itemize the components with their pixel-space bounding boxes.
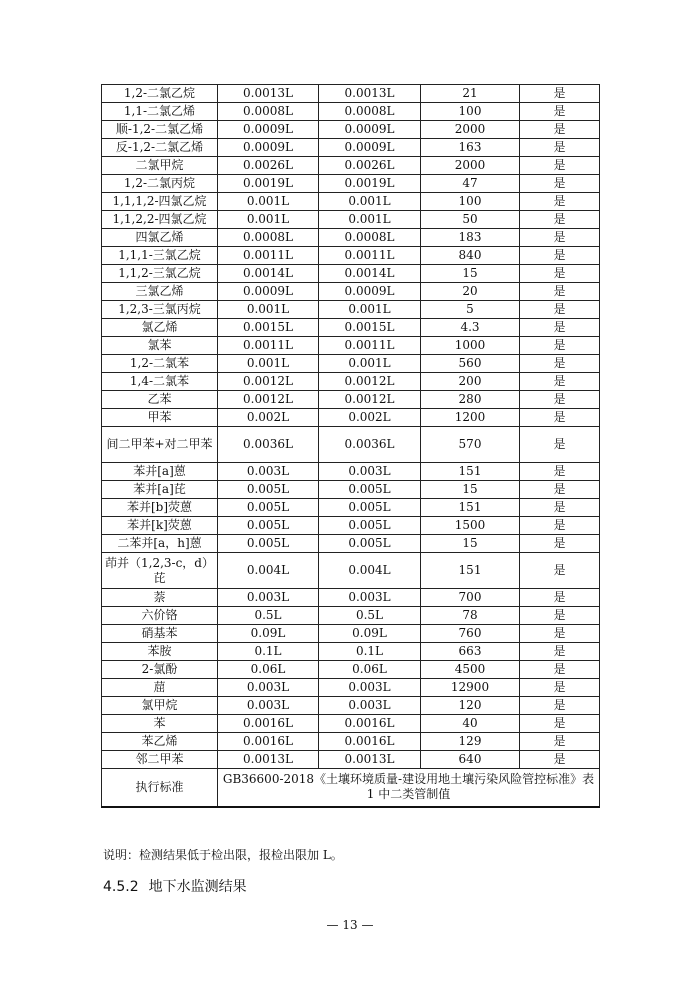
compliance-cell: 是 <box>520 391 600 409</box>
limit-value-cell: 560 <box>421 355 520 373</box>
compliance-cell: 是 <box>520 517 600 535</box>
result-b-cell: 0.001L <box>319 193 421 211</box>
limit-value-cell: 15 <box>421 535 520 553</box>
limit-value-cell: 1000 <box>421 337 520 355</box>
result-a-cell: 0.0009L <box>218 139 319 157</box>
pollutant-name-cell: 1,2-二氯丙烷 <box>102 175 218 193</box>
limit-value-cell: 760 <box>421 625 520 643</box>
table-row <box>102 319 600 337</box>
table-row <box>102 301 600 319</box>
pollutant-name-cell: 䓛 <box>102 679 218 697</box>
result-b-cell: 0.005L <box>319 517 421 535</box>
result-a-cell: 0.0014L <box>218 265 319 283</box>
limit-value-cell: 280 <box>421 391 520 409</box>
result-a-cell: 0.005L <box>218 517 319 535</box>
result-a-cell: 0.5L <box>218 607 319 625</box>
pollutant-name-cell: 氯苯 <box>102 337 218 355</box>
result-b-cell: 0.003L <box>319 697 421 715</box>
pollutant-name-cell: 反-1,2-二氯乙烯 <box>102 139 218 157</box>
result-a-cell: 0.0016L <box>218 715 319 733</box>
result-b-cell: 0.001L <box>319 211 421 229</box>
result-b-cell: 0.0026L <box>319 157 421 175</box>
compliance-cell: 是 <box>520 409 600 427</box>
pollutant-name-cell: 1,1,1-三氯乙烷 <box>102 247 218 265</box>
result-b-cell: 0.0012L <box>319 391 421 409</box>
result-b-cell: 0.0012L <box>319 373 421 391</box>
table-row <box>102 211 600 229</box>
table-row <box>102 283 600 301</box>
limit-value-cell: 1200 <box>421 409 520 427</box>
table-row <box>102 391 600 409</box>
table-row <box>102 247 600 265</box>
result-b-cell: 0.06L <box>319 661 421 679</box>
compliance-cell: 是 <box>520 229 600 247</box>
pollutant-name-cell: 2-氯酚 <box>102 661 218 679</box>
limit-value-cell: 20 <box>421 283 520 301</box>
result-b-cell: 0.003L <box>319 679 421 697</box>
table-row <box>102 481 600 499</box>
compliance-cell: 是 <box>520 535 600 553</box>
pollutant-name-cell: 二氯甲烷 <box>102 157 218 175</box>
pollutant-name-cell: 苯 <box>102 715 218 733</box>
compliance-cell: 是 <box>520 247 600 265</box>
result-a-cell: 0.001L <box>218 355 319 373</box>
pollutant-name-cell: 1,2-二氯乙烷 <box>102 85 218 103</box>
compliance-cell: 是 <box>520 121 600 139</box>
result-a-cell: 0.0019L <box>218 175 319 193</box>
compliance-cell: 是 <box>520 301 600 319</box>
result-a-cell: 0.003L <box>218 679 319 697</box>
table-row <box>102 121 600 139</box>
result-a-cell: 0.0008L <box>218 103 319 121</box>
result-b-cell: 0.0011L <box>319 337 421 355</box>
compliance-cell: 是 <box>520 733 600 751</box>
limit-value-cell: 21 <box>421 85 520 103</box>
pollutant-name-cell: 1,1,2-三氯乙烷 <box>102 265 218 283</box>
pollutant-name-cell: 茚并（1,2,3-c，d）芘 <box>102 553 218 589</box>
result-b-cell: 0.0011L <box>319 247 421 265</box>
pollutant-name-cell: 二苯并[a，h]蒽 <box>102 535 218 553</box>
result-a-cell: 0.005L <box>218 499 319 517</box>
compliance-cell: 是 <box>520 355 600 373</box>
result-b-cell: 0.0009L <box>319 283 421 301</box>
pollutant-name-cell: 甲苯 <box>102 409 218 427</box>
result-a-cell: 0.003L <box>218 697 319 715</box>
result-a-cell: 0.0009L <box>218 121 319 139</box>
limit-value-cell: 163 <box>421 139 520 157</box>
limit-value-cell: 100 <box>421 193 520 211</box>
result-b-cell: 0.0008L <box>319 103 421 121</box>
limit-value-cell: 151 <box>421 463 520 481</box>
compliance-cell: 是 <box>520 211 600 229</box>
table-row <box>102 625 600 643</box>
result-b-cell: 0.0014L <box>319 265 421 283</box>
compliance-cell: 是 <box>520 373 600 391</box>
limit-value-cell: 40 <box>421 715 520 733</box>
pollutant-name-cell: 苯并[k]荧蒽 <box>102 517 218 535</box>
limit-value-cell: 151 <box>421 553 520 589</box>
result-b-cell: 0.005L <box>319 535 421 553</box>
result-a-cell: 0.0012L <box>218 373 319 391</box>
result-a-cell: 0.0026L <box>218 157 319 175</box>
pollutant-name-cell: 1,2-二氯苯 <box>102 355 218 373</box>
result-a-cell: 0.005L <box>218 535 319 553</box>
result-b-cell: 0.5L <box>319 607 421 625</box>
table-row <box>102 535 600 553</box>
table-row <box>102 643 600 661</box>
pollutant-name-cell: 邻二甲苯 <box>102 751 218 769</box>
compliance-cell: 是 <box>520 175 600 193</box>
pollutant-name-cell: 间二甲苯+对二甲苯 <box>102 427 218 463</box>
result-b-cell: 0.005L <box>319 499 421 517</box>
limit-value-cell: 1500 <box>421 517 520 535</box>
result-b-cell: 0.0016L <box>319 733 421 751</box>
compliance-cell: 是 <box>520 661 600 679</box>
pollutant-name-cell: 1,1,2,2-四氯乙烷 <box>102 211 218 229</box>
table-row <box>102 229 600 247</box>
result-b-cell: 0.0019L <box>319 175 421 193</box>
pollutant-name-cell: 顺-1,2-二氯乙烯 <box>102 121 218 139</box>
result-a-cell: 0.0011L <box>218 337 319 355</box>
standard-row <box>102 769 600 807</box>
compliance-cell: 是 <box>520 499 600 517</box>
limit-value-cell: 151 <box>421 499 520 517</box>
table-row <box>102 373 600 391</box>
limit-value-cell: 100 <box>421 103 520 121</box>
result-b-cell: 0.0016L <box>319 715 421 733</box>
result-b-cell: 0.001L <box>319 355 421 373</box>
monitoring-results-table <box>101 84 600 808</box>
result-a-cell: 0.1L <box>218 643 319 661</box>
limit-value-cell: 183 <box>421 229 520 247</box>
result-b-cell: 0.003L <box>319 463 421 481</box>
limit-value-cell: 840 <box>421 247 520 265</box>
compliance-cell: 是 <box>520 283 600 301</box>
compliance-cell: 是 <box>520 481 600 499</box>
result-a-cell: 0.003L <box>218 589 319 607</box>
pollutant-name-cell: 苯胺 <box>102 643 218 661</box>
limit-value-cell: 200 <box>421 373 520 391</box>
compliance-cell: 是 <box>520 85 600 103</box>
table-row <box>102 427 600 463</box>
pollutant-name-cell: 乙苯 <box>102 391 218 409</box>
limit-value-cell: 15 <box>421 265 520 283</box>
compliance-cell: 是 <box>520 607 600 625</box>
limit-value-cell: 2000 <box>421 121 520 139</box>
table-body <box>102 85 600 769</box>
result-a-cell: 0.0013L <box>218 85 319 103</box>
result-a-cell: 0.0013L <box>218 751 319 769</box>
pollutant-name-cell: 苯并[a]芘 <box>102 481 218 499</box>
table-row <box>102 463 600 481</box>
table-row <box>102 679 600 697</box>
pollutant-name-cell: 氯乙烯 <box>102 319 218 337</box>
pollutant-name-cell: 苯并[b]荧蒽 <box>102 499 218 517</box>
compliance-cell: 是 <box>520 265 600 283</box>
result-a-cell: 0.0036L <box>218 427 319 463</box>
compliance-cell: 是 <box>520 139 600 157</box>
table-row <box>102 175 600 193</box>
result-a-cell: 0.0012L <box>218 391 319 409</box>
standard-text: GB36600-2018《土壤环境质量-建设用地土壤污染风险管控标准》表 1 中二类管制值 <box>218 769 600 807</box>
compliance-cell: 是 <box>520 463 600 481</box>
result-a-cell: 0.09L <box>218 625 319 643</box>
table-row <box>102 193 600 211</box>
result-a-cell: 0.0008L <box>218 229 319 247</box>
table-row <box>102 103 600 121</box>
table-row <box>102 751 600 769</box>
pollutant-name-cell: 1,4-二氯苯 <box>102 373 218 391</box>
table-note: 说明：检测结果低于检出限，报检出限加 L。 <box>103 848 343 862</box>
limit-value-cell: 5 <box>421 301 520 319</box>
compliance-cell: 是 <box>520 193 600 211</box>
compliance-cell: 是 <box>520 679 600 697</box>
result-b-cell: 0.09L <box>319 625 421 643</box>
result-b-cell: 0.005L <box>319 481 421 499</box>
compliance-cell: 是 <box>520 553 600 589</box>
pollutant-name-cell: 六价铬 <box>102 607 218 625</box>
pollutant-name-cell: 萘 <box>102 589 218 607</box>
compliance-cell: 是 <box>520 697 600 715</box>
result-a-cell: 0.0015L <box>218 319 319 337</box>
compliance-cell: 是 <box>520 715 600 733</box>
result-a-cell: 0.005L <box>218 481 319 499</box>
compliance-cell: 是 <box>520 337 600 355</box>
limit-value-cell: 50 <box>421 211 520 229</box>
table-row <box>102 139 600 157</box>
pollutant-name-cell: 硝基苯 <box>102 625 218 643</box>
pollutant-name-cell: 1,1-二氯乙烯 <box>102 103 218 121</box>
result-a-cell: 0.004L <box>218 553 319 589</box>
result-a-cell: 0.003L <box>218 463 319 481</box>
table-row <box>102 355 600 373</box>
pollutant-name-cell: 1,2,3-三氯丙烷 <box>102 301 218 319</box>
table-row <box>102 517 600 535</box>
result-b-cell: 0.0015L <box>319 319 421 337</box>
compliance-cell: 是 <box>520 751 600 769</box>
table-row <box>102 85 600 103</box>
result-a-cell: 0.0009L <box>218 283 319 301</box>
table-row <box>102 409 600 427</box>
table-row <box>102 697 600 715</box>
table-row <box>102 499 600 517</box>
pollutant-name-cell: 四氯乙烯 <box>102 229 218 247</box>
result-b-cell: 0.0036L <box>319 427 421 463</box>
limit-value-cell: 120 <box>421 697 520 715</box>
compliance-cell: 是 <box>520 157 600 175</box>
limit-value-cell: 700 <box>421 589 520 607</box>
table-row <box>102 589 600 607</box>
compliance-cell: 是 <box>520 103 600 121</box>
result-b-cell: 0.0013L <box>319 85 421 103</box>
table-row <box>102 607 600 625</box>
limit-value-cell: 570 <box>421 427 520 463</box>
section-number: 4.5.2 <box>103 879 139 895</box>
result-a-cell: 0.001L <box>218 211 319 229</box>
result-b-cell: 0.1L <box>319 643 421 661</box>
result-a-cell: 0.001L <box>218 301 319 319</box>
pollutant-name-cell: 1,1,1,2-四氯乙烷 <box>102 193 218 211</box>
result-a-cell: 0.002L <box>218 409 319 427</box>
result-b-cell: 0.0013L <box>319 751 421 769</box>
table-row <box>102 661 600 679</box>
compliance-cell: 是 <box>520 625 600 643</box>
result-b-cell: 0.004L <box>319 553 421 589</box>
result-a-cell: 0.06L <box>218 661 319 679</box>
result-b-cell: 0.002L <box>319 409 421 427</box>
limit-value-cell: 47 <box>421 175 520 193</box>
section-title: 地下水监测结果 <box>148 879 247 895</box>
limit-value-cell: 15 <box>421 481 520 499</box>
pollutant-name-cell: 苯并[a]蒽 <box>102 463 218 481</box>
limit-value-cell: 4.3 <box>421 319 520 337</box>
page-number: — 13 — <box>326 918 374 932</box>
result-b-cell: 0.003L <box>319 589 421 607</box>
limit-value-cell: 129 <box>421 733 520 751</box>
limit-value-cell: 78 <box>421 607 520 625</box>
limit-value-cell: 2000 <box>421 157 520 175</box>
result-a-cell: 0.0016L <box>218 733 319 751</box>
result-b-cell: 0.0009L <box>319 121 421 139</box>
table-row <box>102 715 600 733</box>
table-row <box>102 157 600 175</box>
standard-label: 执行标准 <box>102 769 218 807</box>
compliance-cell: 是 <box>520 589 600 607</box>
table-row <box>102 553 600 589</box>
result-a-cell: 0.0011L <box>218 247 319 265</box>
limit-value-cell: 663 <box>421 643 520 661</box>
result-a-cell: 0.001L <box>218 193 319 211</box>
pollutant-name-cell: 苯乙烯 <box>102 733 218 751</box>
limit-value-cell: 640 <box>421 751 520 769</box>
table-row <box>102 733 600 751</box>
pollutant-name-cell: 氯甲烷 <box>102 697 218 715</box>
result-b-cell: 0.0009L <box>319 139 421 157</box>
compliance-cell: 是 <box>520 427 600 463</box>
limit-value-cell: 12900 <box>421 679 520 697</box>
result-b-cell: 0.001L <box>319 301 421 319</box>
result-b-cell: 0.0008L <box>319 229 421 247</box>
pollutant-name-cell: 三氯乙烯 <box>102 283 218 301</box>
section-heading <box>103 876 247 896</box>
table-row <box>102 337 600 355</box>
table-row <box>102 265 600 283</box>
compliance-cell: 是 <box>520 643 600 661</box>
limit-value-cell: 4500 <box>421 661 520 679</box>
compliance-cell: 是 <box>520 319 600 337</box>
